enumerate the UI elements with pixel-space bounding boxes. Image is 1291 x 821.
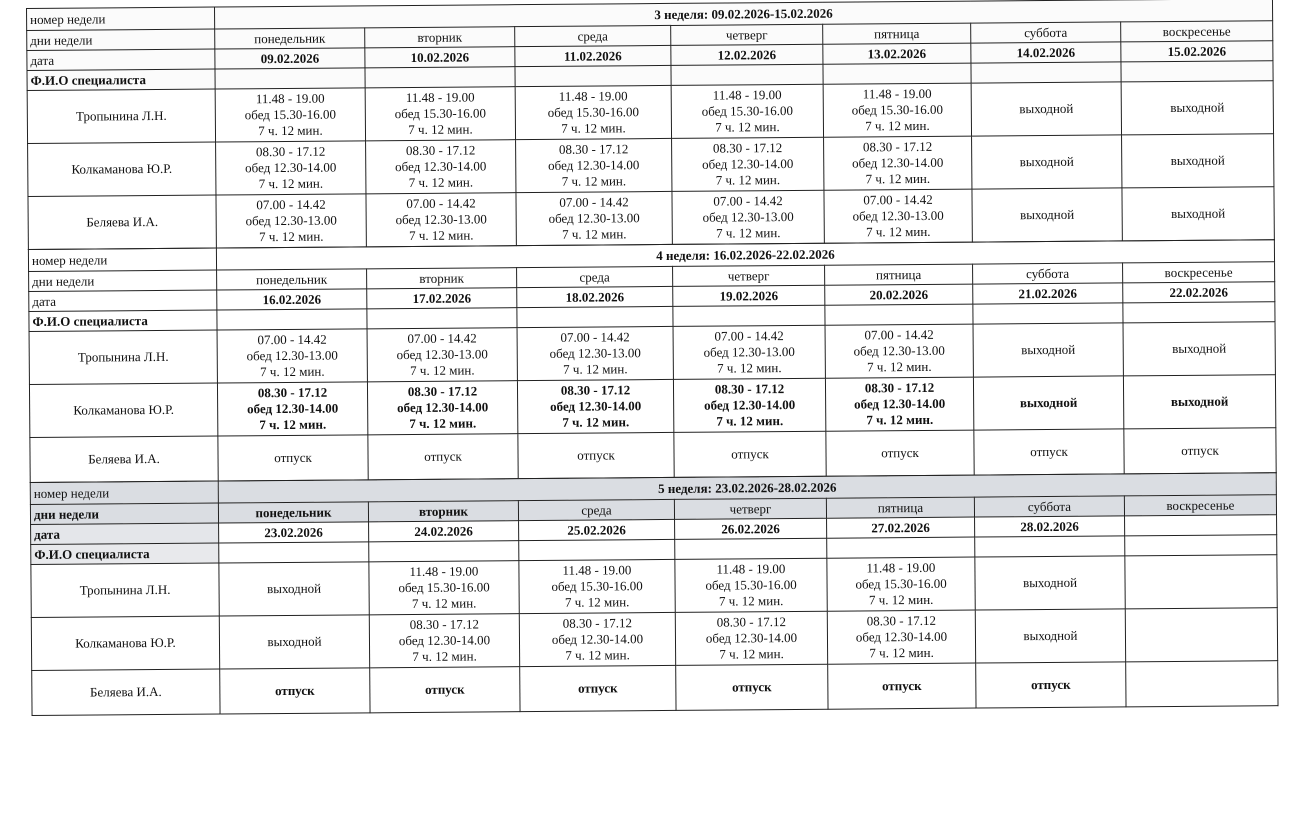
shift-hours: 11.48 - 19.00 [255,90,325,107]
shift-hours: 08.30 - 17.12 [714,381,785,397]
date-cell: 20.02.2026 [825,284,973,305]
day-off-cell: выходной [1123,322,1275,376]
shift-lunch: обед 12.30-14.00 [397,399,489,416]
day-off-cell: выходной [975,609,1125,663]
vacation-cell: отпуск [370,667,520,713]
shift-duration: 7 ч. 12 мин. [866,223,931,240]
day-name: четверг [671,24,823,45]
shift-duration: 7 ч. 12 мин. [869,644,934,661]
day-name: пятница [825,264,973,285]
shift-cell [367,328,517,382]
week-5-table [30,472,1279,716]
employee-name: Колкаманова Ю.Р. [29,383,217,437]
shift-lunch: обед 12.30-14.00 [245,159,337,176]
fio-label: Ф.И.О специалиста [29,310,217,331]
shift-cell [215,88,365,142]
shift-hours: 11.48 - 19.00 [409,563,479,580]
shift-lunch: обед 12.30-14.00 [702,155,794,172]
shift-hours: 11.48 - 19.00 [562,562,632,578]
vacation-cell: отпуск [518,432,674,478]
date-cell: 10.02.2026 [365,47,515,68]
shift-lunch: обед 12.30-13.00 [548,210,640,226]
week-title: 5 неделя: 23.02.2026-28.02.2026 [218,473,1276,503]
shift-duration: 7 ч. 12 мин. [260,363,325,380]
shift-lunch: обед 15.30-16.00 [705,576,797,593]
day-name: пятница [823,23,971,44]
shift-hours: 07.00 - 14.42 [257,331,327,348]
shift-duration: 7 ч. 12 мин. [715,119,780,135]
shift-duration: 7 ч. 12 мин. [719,646,784,662]
employee-name: Беляева И.А. [32,669,220,715]
date-cell: 28.02.2026 [975,516,1125,537]
empty-cell [1125,555,1277,609]
shift-hours: 08.30 - 17.12 [864,379,935,396]
shift-duration: 7 ч. 12 мин. [716,413,784,429]
shift-duration: 7 ч. 12 мин. [409,415,477,432]
vacation-cell: отпуск [218,435,368,481]
date-label: дата [29,290,217,311]
day-off-cell: выходной [973,323,1123,377]
day-name: воскресенье [1121,21,1273,42]
shift-lunch: обед 12.30-14.00 [550,398,642,414]
shift-lunch: обед 12.30-14.00 [852,154,944,171]
shift-lunch: обед 12.30-14.00 [705,629,798,646]
shift-lunch: обед 12.30-13.00 [703,343,795,360]
week-3-table [26,0,1275,250]
employee-row [31,608,1277,671]
empty-cell [1125,608,1277,662]
shift-duration: 7 ч. 12 мин. [410,362,475,378]
date-cell: 16.02.2026 [217,289,367,310]
shift-hours: 08.30 - 17.12 [558,141,629,157]
shift-duration: 7 ч. 12 мин. [565,647,630,663]
shift-lunch: обед 12.30-14.00 [704,396,796,413]
day-off-cell: выходной [975,556,1125,610]
shift-lunch: обед 12.30-14.00 [395,158,487,175]
employee-name: Беляева И.А. [30,436,218,482]
shift-lunch: обед 15.30-16.00 [244,106,337,123]
shift-cell [827,610,975,664]
employee-name: Беляева И.А. [28,195,216,249]
shift-hours: 08.30 - 17.12 [407,383,478,400]
day-name: среда [515,25,671,46]
shift-lunch: обед 12.30-14.00 [548,157,640,173]
shift-hours: 08.30 - 17.12 [712,140,783,156]
shift-cell [824,136,972,190]
shift-cell [217,382,367,436]
week-number-label: номер недели [30,481,218,504]
shift-cell [673,325,825,379]
shift-lunch: обед 12.30-13.00 [246,347,338,364]
shift-hours: 11.48 - 19.00 [558,88,628,104]
shift-cell [367,381,517,435]
shift-hours: 07.00 - 14.42 [713,193,783,209]
shift-cell [519,612,675,666]
shift-cell [675,558,827,612]
shift-duration: 7 ч. 12 мин. [564,594,630,610]
shift-lunch: обед 15.30-16.00 [551,578,643,594]
shift-cell [519,559,675,613]
shift-lunch: обед 12.30-13.00 [245,212,337,229]
date-cell: 15.02.2026 [1121,41,1273,62]
day-off-cell: выходной [219,615,369,669]
vacation-cell: отпуск [826,430,974,476]
day-name: понедельник [217,269,367,290]
shift-hours: 07.00 - 14.42 [864,326,934,343]
shift-lunch: обед 12.30-13.00 [549,345,641,361]
week-number-label: номер недели [28,248,216,271]
day-name: понедельник [215,28,365,49]
shift-hours: 08.30 - 17.12 [716,614,787,630]
day-name: вторник [365,27,515,48]
shift-cell [827,557,975,611]
shift-duration: 7 ч. 12 мин. [562,414,630,430]
employee-row [28,134,1274,197]
fio-label: Ф.И.О специалиста [31,543,219,564]
vacation-cell: отпуск [520,665,676,711]
shift-duration: 7 ч. 12 мин. [868,591,934,608]
shift-hours: 07.00 - 14.42 [407,330,477,347]
day-name: четверг [673,265,825,286]
day-off-cell: выходной [1122,134,1274,188]
shift-lunch: обед 12.30-14.00 [855,628,948,645]
shift-duration: 7 ч. 12 мин. [408,174,474,190]
shift-duration: 7 ч. 12 мин. [867,358,932,375]
date-cell: 27.02.2026 [827,517,975,538]
shift-duration: 7 ч. 12 мин. [715,172,781,188]
shift-duration: 7 ч. 12 мин. [561,173,627,189]
date-cell: 26.02.2026 [675,518,827,539]
shift-duration: 7 ч. 12 мин. [865,117,930,134]
shift-lunch: обед 15.30-16.00 [398,579,490,596]
weekdays-label: дни недели [27,29,215,50]
shift-lunch: обед 15.30-16.00 [394,105,487,122]
shift-duration: 7 ч. 12 мин. [258,122,323,139]
shift-lunch: обед 12.30-13.00 [853,342,945,359]
shift-lunch: обед 15.30-16.00 [851,101,944,118]
empty-cell [1126,661,1278,707]
shift-cell [216,194,366,248]
shift-duration: 7 ч. 12 мин. [866,411,934,428]
shift-cell [366,140,516,194]
date-cell: 14.02.2026 [971,42,1121,63]
shift-hours: 07.00 - 14.42 [863,191,933,208]
vacation-cell: отпуск [976,662,1126,708]
shift-cell [671,84,823,138]
day-name: понедельник [218,502,368,523]
shift-cell [672,137,824,191]
vacation-cell: отпуск [1124,428,1276,474]
shift-duration: 7 ч. 12 мин. [717,360,782,376]
day-name: воскресенье [1124,495,1276,516]
shift-duration: 7 ч. 12 мин. [716,225,781,241]
date-cell: 24.02.2026 [369,521,519,542]
date-cell: 22.02.2026 [1123,282,1275,303]
date-cell: 11.02.2026 [515,45,671,66]
day-off-cell: выходной [219,562,369,616]
shift-hours: 11.48 - 19.00 [866,559,936,576]
shift-cell [369,614,519,668]
vacation-cell: отпуск [220,668,370,714]
date-cell: 18.02.2026 [517,286,673,307]
week-title: 4 неделя: 16.02.2026-22.02.2026 [216,240,1274,270]
shift-cell [216,141,366,195]
date-cell [1125,515,1277,536]
weekdays-label: дни недели [29,270,217,291]
shift-duration: 7 ч. 12 мин. [865,170,931,187]
shift-hours: 11.48 - 19.00 [716,561,786,577]
day-off-cell: выходной [971,82,1121,136]
day-name: вторник [367,268,517,289]
shift-lunch: обед 12.30-14.00 [247,400,339,417]
shift-hours: 08.30 - 17.12 [405,142,476,159]
shift-lunch: обед 12.30-13.00 [396,346,488,363]
vacation-cell: отпуск [676,664,828,710]
week-4-table [28,239,1277,483]
shift-cell [672,190,824,244]
employee-row [27,81,1273,144]
shift-duration: 7 ч. 12 мин. [561,120,626,136]
day-name: суббота [974,496,1124,517]
shift-hours: 11.48 - 19.00 [862,85,932,102]
shift-cell [365,87,515,141]
day-name: среда [518,499,674,520]
day-off-cell: выходной [1122,187,1274,241]
shift-cell [825,377,973,431]
shift-duration: 7 ч. 12 мин. [412,648,477,664]
employee-name: Колкаманова Ю.Р. [28,142,216,196]
shift-hours: 11.48 - 19.00 [712,87,782,103]
day-name: воскресенье [1123,262,1275,283]
employee-row [32,661,1278,716]
shift-cell [516,138,672,192]
week-number-label: номер недели [27,7,215,30]
shift-duration: 7 ч. 12 мин. [258,175,324,192]
date-cell: 23.02.2026 [219,522,369,543]
shift-cell [516,191,672,245]
shift-cell [369,561,519,615]
date-cell: 25.02.2026 [519,519,675,540]
shift-hours: 11.48 - 19.00 [405,89,475,106]
shift-duration: 7 ч. 12 мин. [408,121,473,138]
employee-row [29,375,1275,438]
employee-name: Тропынина Л.Н. [29,330,217,384]
shift-cell [825,324,973,378]
day-name: четверг [674,498,826,519]
shift-cell [366,193,516,247]
vacation-cell: отпуск [674,431,826,477]
employee-name: Тропынина Л.Н. [27,89,215,143]
shift-hours: 08.30 - 17.12 [562,615,633,631]
date-label: дата [31,523,219,544]
shift-cell [517,326,673,380]
employee-name: Тропынина Л.Н. [31,563,219,617]
shift-lunch: обед 12.30-13.00 [395,211,487,228]
shift-hours: 07.00 - 14.42 [560,329,630,345]
day-name: пятница [826,497,974,518]
shift-hours: 08.30 - 17.12 [866,612,937,629]
shift-lunch: обед 12.30-13.00 [852,207,944,224]
day-off-cell: выходной [972,135,1122,189]
shift-hours: 07.00 - 14.42 [714,328,784,344]
weekdays-label: дни недели [30,503,218,524]
date-cell: 21.02.2026 [973,283,1123,304]
employee-row [31,555,1277,618]
shift-cell [673,378,825,432]
shift-lunch: обед 12.30-14.00 [854,395,946,412]
shift-cell [675,611,827,665]
week-title: 3 неделя: 09.02.2026-15.02.2026 [214,0,1272,29]
shift-lunch: обед 12.30-13.00 [702,208,794,225]
date-cell: 12.02.2026 [671,44,823,65]
day-off-cell: выходной [973,376,1123,430]
shift-hours: 08.30 - 17.12 [255,143,326,160]
schedule-document [26,0,1278,716]
day-name: суббота [971,22,1121,43]
shift-cell [217,329,367,383]
date-cell: 09.02.2026 [215,48,365,69]
shift-duration: 7 ч. 12 мин. [718,593,784,609]
shift-cell [515,85,671,139]
shift-duration: 7 ч. 12 мин. [563,361,628,377]
shift-duration: 7 ч. 12 мин. [411,595,477,611]
vacation-cell: отпуск [368,434,518,480]
date-label: дата [27,49,215,70]
day-name: вторник [368,501,518,522]
day-name: суббота [973,263,1123,284]
vacation-cell: отпуск [974,429,1124,475]
shift-hours: 08.30 - 17.12 [409,616,480,633]
date-cell: 13.02.2026 [823,43,971,64]
day-off-cell: выходной [1121,81,1273,135]
employee-name: Колкаманова Ю.Р. [31,616,219,670]
shift-lunch: обед 12.30-14.00 [551,631,644,647]
employee-row [29,322,1275,385]
shift-cell [517,379,673,433]
shift-duration: 7 ч. 12 мин. [409,227,474,243]
vacation-cell: отпуск [828,663,976,709]
shift-lunch: обед 15.30-16.00 [855,575,947,592]
shift-hours: 07.00 - 14.42 [559,194,629,210]
shift-hours: 08.30 - 17.12 [560,382,631,398]
shift-cell [824,189,972,243]
shift-lunch: обед 15.30-16.00 [547,104,640,120]
day-off-cell: выходной [972,188,1122,242]
shift-cell [823,83,971,137]
shift-hours: 08.30 - 17.12 [257,384,328,401]
shift-duration: 7 ч. 12 мин. [259,416,327,433]
shift-duration: 7 ч. 12 мин. [562,226,627,242]
date-cell: 17.02.2026 [367,288,517,309]
shift-hours: 08.30 - 17.12 [862,138,933,155]
shift-hours: 07.00 - 14.42 [406,195,476,212]
day-off-cell: выходной [1123,375,1275,429]
date-cell: 19.02.2026 [673,285,825,306]
shift-lunch: обед 12.30-14.00 [398,632,491,649]
fio-label: Ф.И.О специалиста [27,69,215,90]
shift-lunch: обед 15.30-16.00 [701,102,794,119]
day-name: среда [517,266,673,287]
shift-duration: 7 ч. 12 мин. [259,228,324,245]
shift-hours: 07.00 - 14.42 [256,196,326,213]
